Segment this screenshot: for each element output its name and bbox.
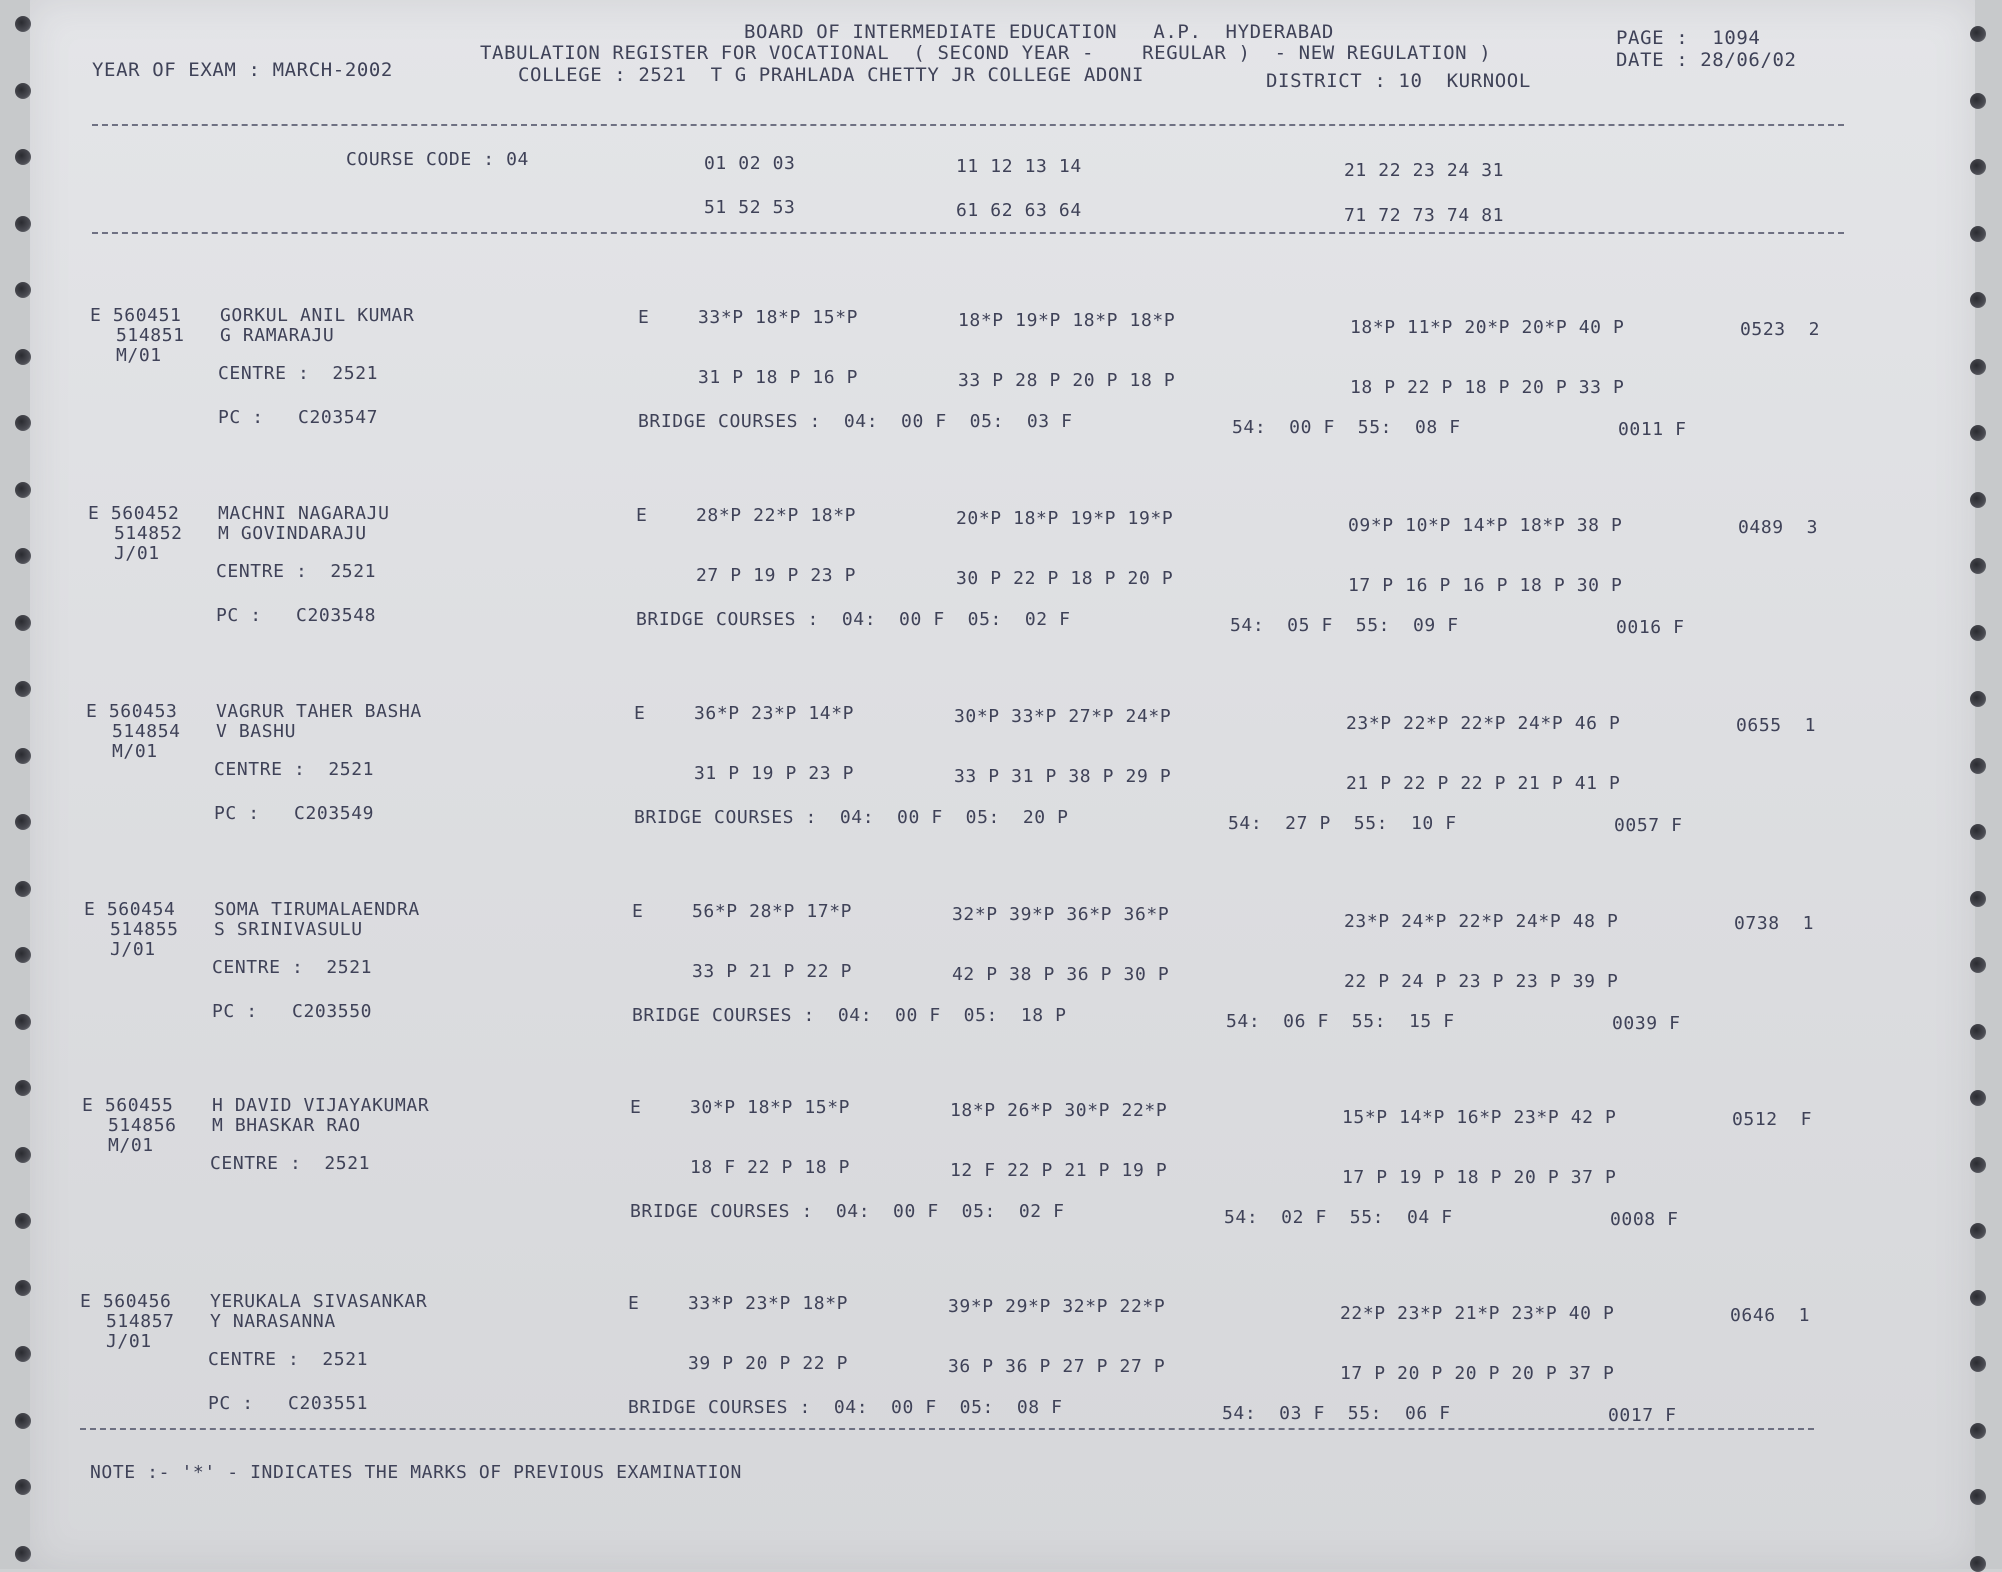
pc-number: PC : C203550 — [212, 1001, 373, 1022]
course-codes-row1-group3: 21 22 23 24 31 — [1344, 160, 1505, 181]
tractor-feed-hole — [1970, 1489, 1986, 1505]
grand-total-result: 0512 F — [1732, 1109, 1813, 1130]
medium-code: M/01 — [112, 741, 158, 762]
tractor-feed-hole — [1970, 691, 1986, 707]
marks-row2-group3: 18 P 22 P 18 P 20 P 33 P — [1350, 377, 1625, 398]
student-name: YERUKALA SIVASANKAR — [210, 1291, 428, 1312]
bridge-courses-2: 54: 03 F 55: 06 F — [1222, 1403, 1451, 1424]
tractor-feed-hole — [1970, 891, 1986, 907]
tractor-feed-hole — [1970, 359, 1986, 375]
tractor-feed-hole — [1970, 1157, 1986, 1173]
exam-flag: E — [632, 901, 644, 922]
bridge-total: 0039 F — [1612, 1013, 1681, 1034]
centre-code: CENTRE : 2521 — [214, 759, 375, 780]
medium-code: J/01 — [114, 543, 160, 564]
exam-flag: E — [634, 703, 646, 724]
marks-row1-group2: 18*P 26*P 30*P 22*P — [950, 1100, 1168, 1121]
tractor-feed-hole — [15, 83, 31, 99]
marks-row2-group3: 17 P 16 P 16 P 18 P 30 P — [1348, 575, 1623, 596]
student-name: H DAVID VIJAYAKUMAR — [212, 1095, 430, 1116]
page-number: PAGE : 1094 — [1616, 27, 1761, 49]
left-tractor-feed-strip — [0, 0, 31, 1569]
centre-code: CENTRE : 2521 — [212, 957, 373, 978]
marks-row1-group2: 30*P 33*P 27*P 24*P — [954, 706, 1172, 727]
centre-code: CENTRE : 2521 — [210, 1153, 371, 1174]
tractor-feed-hole — [1970, 1356, 1986, 1372]
tractor-feed-hole — [15, 881, 31, 897]
footer-divider — [80, 1428, 1814, 1430]
marks-row1-group1: 36*P 23*P 14*P — [694, 703, 855, 724]
bridge-courses-2: 54: 02 F 55: 04 F — [1224, 1207, 1453, 1228]
tractor-feed-hole — [1970, 292, 1986, 308]
bridge-courses-1: BRIDGE COURSES : 04: 00 F 05: 20 P — [634, 807, 1069, 828]
tractor-feed-hole — [15, 681, 31, 697]
grand-total-result: 0738 1 — [1734, 913, 1815, 934]
marks-row2-group2: 33 P 28 P 20 P 18 P — [958, 370, 1176, 391]
marks-row1-group1: 33*P 23*P 18*P — [688, 1293, 849, 1314]
tractor-feed-hole — [15, 947, 31, 963]
student-roll-number: E 560454 — [84, 899, 176, 920]
medium-code: J/01 — [106, 1331, 152, 1352]
header-divider-bottom — [92, 232, 1844, 234]
marks-row1-group3: 23*P 24*P 22*P 24*P 48 P — [1344, 911, 1619, 932]
tractor-feed-hole — [15, 1413, 31, 1429]
marks-row2-group3: 22 P 24 P 23 P 23 P 39 P — [1344, 971, 1619, 992]
tractor-feed-hole — [1970, 492, 1986, 508]
marks-row2-group2: 30 P 22 P 18 P 20 P — [956, 568, 1174, 589]
bridge-total: 0008 F — [1610, 1209, 1679, 1230]
tractor-feed-hole — [15, 1080, 31, 1096]
bridge-courses-1: BRIDGE COURSES : 04: 00 F 05: 02 F — [630, 1201, 1065, 1222]
centre-code: CENTRE : 2521 — [208, 1349, 369, 1370]
student-roll-number: E 560452 — [88, 503, 180, 524]
board-title: BOARD OF INTERMEDIATE EDUCATION A.P. HYDERABAD — [744, 21, 1334, 43]
course-codes-row2-group1: 51 52 53 — [704, 197, 796, 218]
tractor-feed-hole — [1970, 226, 1986, 242]
grand-total-result: 0523 2 — [1740, 319, 1821, 340]
tractor-feed-hole — [1970, 1024, 1986, 1040]
exam-flag: E — [638, 307, 650, 328]
marks-row1-group2: 18*P 19*P 18*P 18*P — [958, 310, 1176, 331]
marks-row1-group1: 28*P 22*P 18*P — [696, 505, 857, 526]
bridge-total: 0017 F — [1608, 1405, 1677, 1426]
tractor-feed-hole — [1970, 159, 1986, 175]
pc-number: PC : C203547 — [218, 407, 379, 428]
student-register-no: 514856 — [108, 1115, 177, 1136]
bridge-courses-1: BRIDGE COURSES : 04: 00 F 05: 08 F — [628, 1397, 1063, 1418]
tractor-feed-hole — [15, 1479, 31, 1495]
tractor-feed-hole — [1970, 758, 1986, 774]
centre-code: CENTRE : 2521 — [218, 363, 379, 384]
tractor-feed-hole — [15, 748, 31, 764]
tractor-feed-hole — [15, 548, 31, 564]
tractor-feed-hole — [1970, 1090, 1986, 1106]
medium-code: J/01 — [110, 939, 156, 960]
course-codes-row1-group1: 01 02 03 — [704, 153, 796, 174]
father-name: S SRINIVASULU — [214, 919, 363, 940]
course-codes-row2-group2: 61 62 63 64 — [956, 200, 1082, 221]
tractor-feed-hole — [15, 415, 31, 431]
tractor-feed-hole — [15, 282, 31, 298]
register-title: TABULATION REGISTER FOR VOCATIONAL ( SECOND YEAR - REGULAR ) - NEW REGULATION ) — [480, 42, 1492, 64]
father-name: M GOVINDARAJU — [218, 523, 367, 544]
tractor-feed-hole — [1970, 1423, 1986, 1439]
tractor-feed-hole — [15, 1280, 31, 1296]
student-name: MACHNI NAGARAJU — [218, 503, 390, 524]
tractor-feed-hole — [15, 1213, 31, 1229]
marks-row2-group2: 36 P 36 P 27 P 27 P — [948, 1356, 1166, 1377]
exam-flag: E — [628, 1293, 640, 1314]
student-register-no: 514852 — [114, 523, 183, 544]
course-code-label: COURSE CODE : 04 — [346, 149, 529, 170]
tractor-feed-hole — [1970, 1556, 1986, 1572]
marks-row1-group3: 09*P 10*P 14*P 18*P 38 P — [1348, 515, 1623, 536]
exam-flag: E — [636, 505, 648, 526]
father-name: G RAMARAJU — [220, 325, 335, 346]
footer-note: NOTE :- '*' - INDICATES THE MARKS OF PREVIOUS EXAMINATION — [90, 1462, 742, 1483]
student-register-no: 514851 — [116, 325, 185, 346]
father-name: M BHASKAR RAO — [212, 1115, 361, 1136]
tractor-feed-hole — [1970, 26, 1986, 42]
pc-number: PC : C203551 — [208, 1393, 369, 1414]
tractor-feed-hole — [15, 1346, 31, 1362]
marks-row2-group3: 17 P 19 P 18 P 20 P 37 P — [1342, 1167, 1617, 1188]
bridge-courses-2: 54: 05 F 55: 09 F — [1230, 615, 1459, 636]
student-register-no: 514855 — [110, 919, 179, 940]
marks-row2-group2: 33 P 31 P 38 P 29 P — [954, 766, 1172, 787]
bridge-courses-2: 54: 00 F 55: 08 F — [1232, 417, 1461, 438]
tractor-feed-hole — [1970, 1290, 1986, 1306]
bridge-total: 0057 F — [1614, 815, 1683, 836]
student-roll-number: E 560453 — [86, 701, 178, 722]
medium-code: M/01 — [116, 345, 162, 366]
marks-row1-group3: 18*P 11*P 20*P 20*P 40 P — [1350, 317, 1625, 338]
marks-row1-group2: 32*P 39*P 36*P 36*P — [952, 904, 1170, 925]
marks-row2-group1: 31 P 18 P 16 P — [698, 367, 859, 388]
student-roll-number: E 560456 — [80, 1291, 172, 1312]
student-name: SOMA TIRUMALAENDRA — [214, 899, 420, 920]
student-roll-number: E 560451 — [90, 305, 182, 326]
student-register-no: 514857 — [106, 1311, 175, 1332]
exam-flag: E — [630, 1097, 642, 1118]
marks-row2-group3: 21 P 22 P 22 P 21 P 41 P — [1346, 773, 1621, 794]
student-name: VAGRUR TAHER BASHA — [216, 701, 422, 722]
college-line: COLLEGE : 2521 T G PRAHLADA CHETTY JR COLLEGE ADONI — [518, 64, 1145, 86]
marks-row1-group2: 20*P 18*P 19*P 19*P — [956, 508, 1174, 529]
tractor-feed-hole — [1970, 1223, 1986, 1239]
bridge-courses-2: 54: 27 P 55: 10 F — [1228, 813, 1457, 834]
marks-row2-group1: 27 P 19 P 23 P — [696, 565, 857, 586]
tractor-feed-hole — [15, 16, 31, 32]
student-name: GORKUL ANIL KUMAR — [220, 305, 415, 326]
course-codes-row1-group2: 11 12 13 14 — [956, 156, 1082, 177]
tractor-feed-hole — [1970, 625, 1986, 641]
bridge-courses-1: BRIDGE COURSES : 04: 00 F 05: 02 F — [636, 609, 1071, 630]
marks-row1-group1: 30*P 18*P 15*P — [690, 1097, 851, 1118]
tractor-feed-hole — [15, 1546, 31, 1562]
pc-number: PC : C203549 — [214, 803, 375, 824]
student-register-no: 514854 — [112, 721, 181, 742]
grand-total-result: 0489 3 — [1738, 517, 1819, 538]
pc-number: PC : C203548 — [216, 605, 377, 626]
tractor-feed-hole — [1970, 425, 1986, 441]
bridge-courses-1: BRIDGE COURSES : 04: 00 F 05: 03 F — [638, 411, 1073, 432]
medium-code: M/01 — [108, 1135, 154, 1156]
tractor-feed-hole — [1970, 558, 1986, 574]
marks-row2-group1: 31 P 19 P 23 P — [694, 763, 855, 784]
grand-total-result: 0646 1 — [1730, 1305, 1811, 1326]
marks-row1-group3: 15*P 14*P 16*P 23*P 42 P — [1342, 1107, 1617, 1128]
tractor-feed-hole — [15, 149, 31, 165]
year-of-exam: YEAR OF EXAM : MARCH-2002 — [92, 59, 393, 81]
tractor-feed-hole — [15, 814, 31, 830]
marks-row2-group2: 42 P 38 P 36 P 30 P — [952, 964, 1170, 985]
tractor-feed-hole — [1970, 957, 1986, 973]
tractor-feed-hole — [15, 482, 31, 498]
tractor-feed-hole — [15, 615, 31, 631]
tractor-feed-hole — [1970, 824, 1986, 840]
centre-code: CENTRE : 2521 — [216, 561, 377, 582]
header-divider-top — [92, 124, 1844, 126]
marks-row2-group1: 18 F 22 P 18 P — [690, 1157, 851, 1178]
student-roll-number: E 560455 — [82, 1095, 174, 1116]
bridge-courses-2: 54: 06 F 55: 15 F — [1226, 1011, 1455, 1032]
grand-total-result: 0655 1 — [1736, 715, 1817, 736]
marks-row1-group1: 56*P 28*P 17*P — [692, 901, 853, 922]
tractor-feed-hole — [1970, 93, 1986, 109]
tractor-feed-hole — [15, 349, 31, 365]
bridge-courses-1: BRIDGE COURSES : 04: 00 F 05: 18 P — [632, 1005, 1067, 1026]
tractor-feed-hole — [15, 1014, 31, 1030]
marks-row2-group2: 12 F 22 P 21 P 19 P — [950, 1160, 1168, 1181]
marks-row2-group1: 33 P 21 P 22 P — [692, 961, 853, 982]
marks-row1-group1: 33*P 18*P 15*P — [698, 307, 859, 328]
marks-row1-group2: 39*P 29*P 32*P 22*P — [948, 1296, 1166, 1317]
father-name: Y NARASANNA — [210, 1311, 336, 1332]
print-date: DATE : 28/06/02 — [1616, 49, 1797, 71]
tractor-feed-hole — [15, 216, 31, 232]
bridge-total: 0011 F — [1618, 419, 1687, 440]
district-line: DISTRICT : 10 KURNOOL — [1266, 70, 1531, 92]
marks-row2-group1: 39 P 20 P 22 P — [688, 1353, 849, 1374]
marks-row2-group3: 17 P 20 P 20 P 20 P 37 P — [1340, 1363, 1615, 1384]
father-name: V BASHU — [216, 721, 297, 742]
marks-row1-group3: 22*P 23*P 21*P 23*P 40 P — [1340, 1303, 1615, 1324]
bridge-total: 0016 F — [1616, 617, 1685, 638]
tractor-feed-hole — [15, 1147, 31, 1163]
marks-row1-group3: 23*P 22*P 22*P 24*P 46 P — [1346, 713, 1621, 734]
course-codes-row2-group3: 71 72 73 74 81 — [1344, 205, 1505, 226]
